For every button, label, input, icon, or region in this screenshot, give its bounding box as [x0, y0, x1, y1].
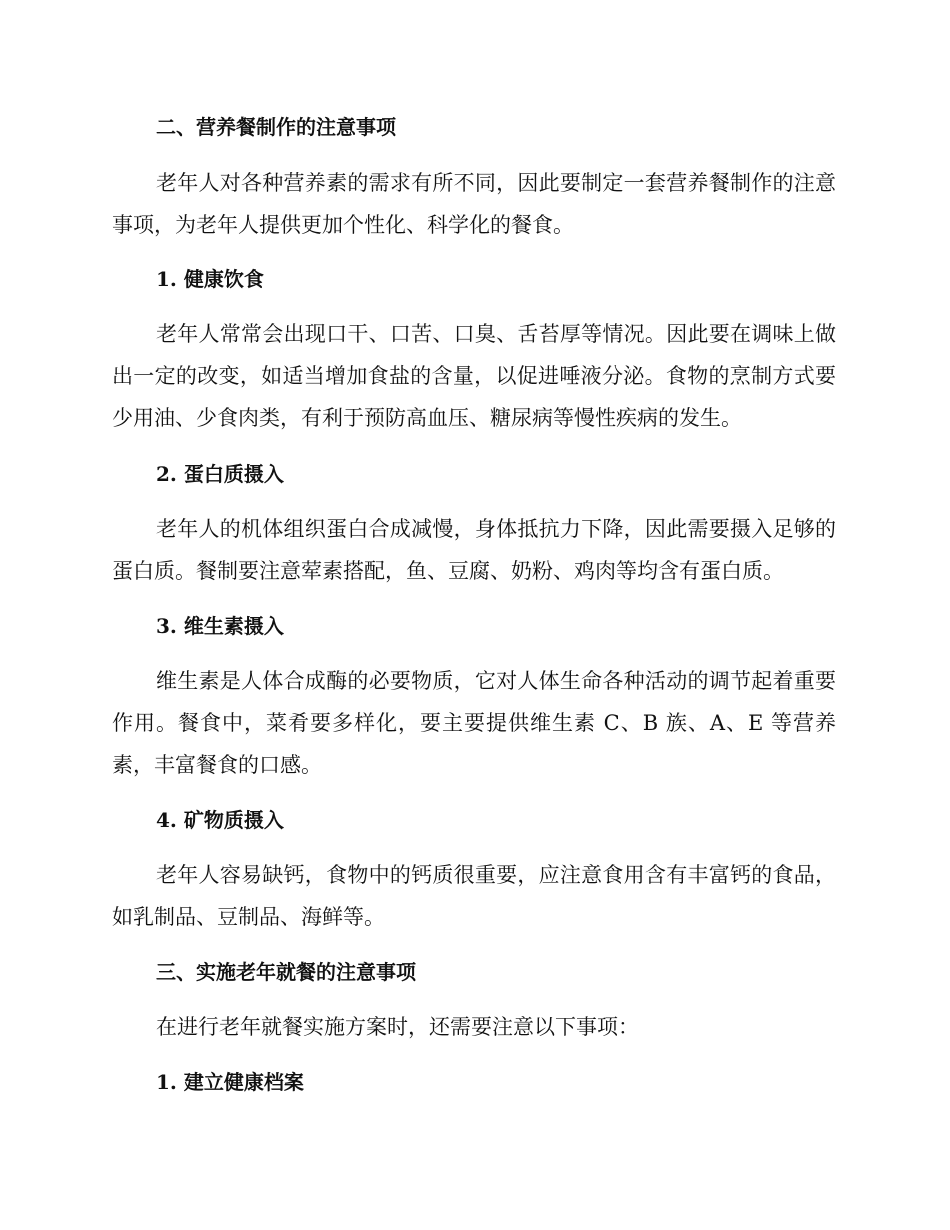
paragraph-nutrition-intro: 老年人对各种营养素的需求有所不同，因此要制定一套营养餐制作的注意事项，为老年人提供更加个性化、科学化的餐食。: [112, 171, 836, 237]
subheading-healthy-diet: 1. 健康饮食: [156, 267, 264, 291]
paragraph-dining-intro: 在进行老年就餐实施方案时，还需要注意以下事项：: [156, 1015, 639, 1039]
paragraph-minerals: 老年人容易缺钙，食物中的钙质很重要，应注意食用含有丰富钙的食品，如乳制品、豆制品、海鲜等。: [112, 863, 836, 929]
section-heading-elderly-dining: 三、实施老年就餐的注意事项: [156, 960, 416, 984]
subheading-protein: 2. 蛋白质摄入: [156, 462, 284, 486]
paragraph-protein: 老年人的机体组织蛋白合成减慢，身体抵抗力下降，因此需要摄入足够的蛋白质。餐制要注意荤素搭配，鱼、豆腐、奶粉、鸡肉等均含有蛋白质。: [112, 517, 836, 583]
subheading-vitamins: 3. 维生素摄入: [156, 614, 284, 638]
subheading-health-records: 1. 建立健康档案: [156, 1070, 304, 1094]
subheading-minerals: 4. 矿物质摄入: [156, 808, 284, 832]
paragraph-healthy-diet: 老年人常常会出现口干、口苦、口臭、舌苔厚等情况。因此要在调味上做出一定的改变，如适当增加食盐的含量，以促进唾液分泌。食物的烹制方式要少用油、少食肉类，有利于预防高血压、糖尿病等慢性疾病的发生。: [112, 322, 836, 430]
section-heading-nutrition-meal: 二、营养餐制作的注意事项: [156, 115, 396, 139]
paragraph-vitamins: 维生素是人体合成酶的必要物质，它对人体生命各种活动的调节起着重要作用。餐食中，菜肴要多样化，要主要提供维生素 C、B 族、A、E 等营养素，丰富餐食的口感。: [112, 669, 836, 777]
